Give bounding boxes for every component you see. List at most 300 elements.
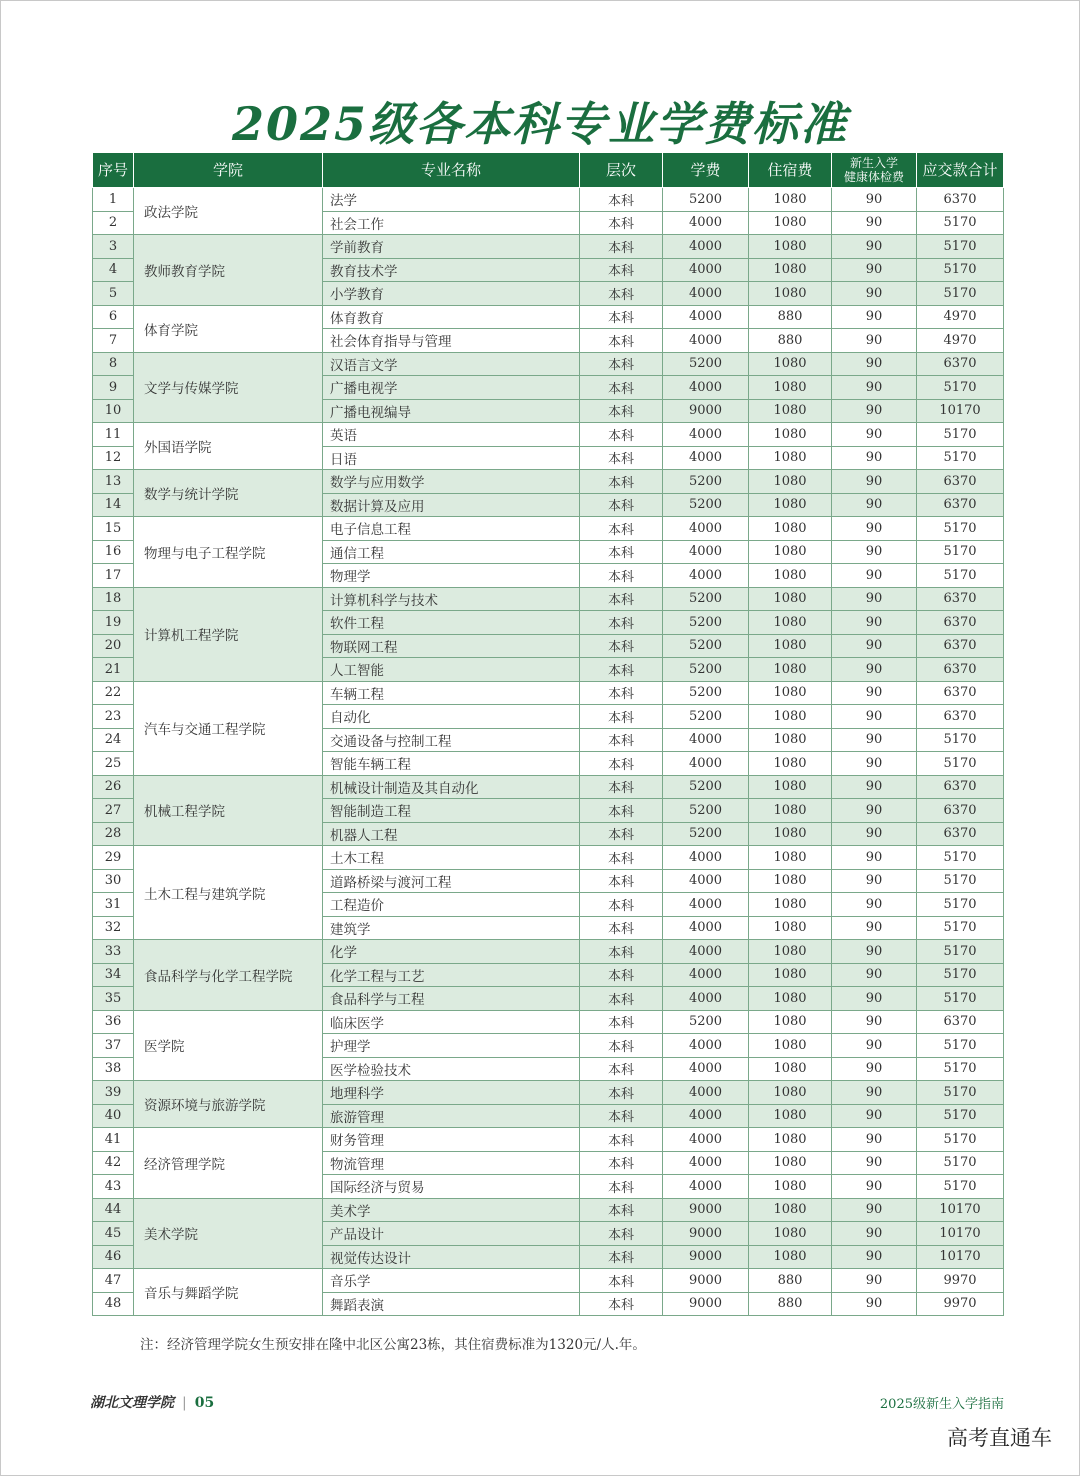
seq-cell: 39 bbox=[93, 1081, 134, 1105]
major-cell: 教育技术学 bbox=[323, 258, 580, 282]
college-cell: 医学院 bbox=[134, 1010, 323, 1081]
major-cell: 智能制造工程 bbox=[323, 799, 580, 823]
major-cell: 国际经济与贸易 bbox=[323, 1175, 580, 1199]
dorm-cell: 880 bbox=[749, 1292, 832, 1316]
tuition-cell: 4000 bbox=[663, 963, 749, 987]
dorm-cell: 1080 bbox=[749, 611, 832, 635]
level-cell: 本科 bbox=[580, 564, 663, 588]
college-cell: 体育学院 bbox=[134, 305, 323, 352]
table-row bbox=[93, 681, 1004, 705]
seq-cell: 48 bbox=[93, 1292, 134, 1316]
table-row bbox=[93, 846, 1004, 870]
total-cell: 5170 bbox=[917, 376, 1004, 400]
seq-cell: 27 bbox=[93, 799, 134, 823]
tuition-cell: 5200 bbox=[663, 587, 749, 611]
health-fee-cell: 90 bbox=[832, 658, 917, 682]
seq-cell: 24 bbox=[93, 728, 134, 752]
footnote: 注：经济管理学院女生预安排在隆中北区公寓23栋，其住宿费标准为1320元/人.年。 bbox=[140, 1337, 646, 1353]
major-cell: 人工智能 bbox=[323, 658, 580, 682]
table-row bbox=[93, 1010, 1004, 1034]
level-cell: 本科 bbox=[580, 846, 663, 870]
seq-cell: 5 bbox=[93, 282, 134, 306]
college-cell: 数学与统计学院 bbox=[134, 470, 323, 517]
health-fee-cell: 90 bbox=[832, 1034, 917, 1058]
major-cell: 地理科学 bbox=[323, 1081, 580, 1105]
tuition-cell: 4000 bbox=[663, 423, 749, 447]
health-fee-cell: 90 bbox=[832, 329, 917, 353]
seq-cell: 16 bbox=[93, 540, 134, 564]
dorm-cell: 1080 bbox=[749, 211, 832, 235]
dorm-cell: 1080 bbox=[749, 1034, 832, 1058]
seq-cell: 6 bbox=[93, 305, 134, 329]
health-fee-cell: 90 bbox=[832, 446, 917, 470]
major-cell: 智能车辆工程 bbox=[323, 752, 580, 776]
seq-cell: 47 bbox=[93, 1269, 134, 1293]
dorm-cell: 1080 bbox=[749, 1081, 832, 1105]
major-cell: 建筑学 bbox=[323, 916, 580, 940]
tuition-cell: 9000 bbox=[663, 1245, 749, 1269]
total-cell: 6370 bbox=[917, 611, 1004, 635]
tuition-cell: 4000 bbox=[663, 1151, 749, 1175]
table-row bbox=[93, 423, 1004, 447]
total-cell: 5170 bbox=[917, 1081, 1004, 1105]
level-cell: 本科 bbox=[580, 1222, 663, 1246]
major-cell: 机械设计制造及其自动化 bbox=[323, 775, 580, 799]
table-row bbox=[93, 305, 1004, 329]
college-cell: 文学与传媒学院 bbox=[134, 352, 323, 423]
seq-cell: 10 bbox=[93, 399, 134, 423]
total-cell: 5170 bbox=[917, 1034, 1004, 1058]
health-fee-cell: 90 bbox=[832, 1128, 917, 1152]
tuition-cell: 4000 bbox=[663, 1104, 749, 1128]
health-fee-cell: 90 bbox=[832, 916, 917, 940]
major-cell: 化学 bbox=[323, 940, 580, 964]
major-cell: 计算机科学与技术 bbox=[323, 587, 580, 611]
dorm-cell: 1080 bbox=[749, 282, 832, 306]
total-cell: 5170 bbox=[917, 963, 1004, 987]
dorm-cell: 1080 bbox=[749, 705, 832, 729]
major-cell: 自动化 bbox=[323, 705, 580, 729]
total-cell: 9970 bbox=[917, 1292, 1004, 1316]
health-fee-cell: 90 bbox=[832, 211, 917, 235]
table-row bbox=[93, 1269, 1004, 1293]
dorm-cell: 1080 bbox=[749, 564, 832, 588]
total-cell: 5170 bbox=[917, 423, 1004, 447]
dorm-cell: 1080 bbox=[749, 1175, 832, 1199]
tuition-cell: 4000 bbox=[663, 869, 749, 893]
dorm-cell: 1080 bbox=[749, 1222, 832, 1246]
tuition-cell: 4000 bbox=[663, 305, 749, 329]
tuition-cell: 4000 bbox=[663, 235, 749, 259]
health-fee-cell: 90 bbox=[832, 587, 917, 611]
total-cell: 6370 bbox=[917, 681, 1004, 705]
college-cell: 政法学院 bbox=[134, 188, 323, 235]
seq-cell: 34 bbox=[93, 963, 134, 987]
tuition-cell: 5200 bbox=[663, 705, 749, 729]
major-cell: 医学检验技术 bbox=[323, 1057, 580, 1081]
total-cell: 6370 bbox=[917, 822, 1004, 846]
total-cell: 5170 bbox=[917, 940, 1004, 964]
major-cell: 数据计算及应用 bbox=[323, 493, 580, 517]
seq-cell: 25 bbox=[93, 752, 134, 776]
level-cell: 本科 bbox=[580, 376, 663, 400]
total-cell: 5170 bbox=[917, 1057, 1004, 1081]
table-header-row bbox=[93, 153, 1004, 188]
health-fee-cell: 90 bbox=[832, 517, 917, 541]
footer-divider: | bbox=[182, 1395, 187, 1411]
total-cell: 5170 bbox=[917, 446, 1004, 470]
health-fee-cell: 90 bbox=[832, 564, 917, 588]
seq-cell: 1 bbox=[93, 188, 134, 212]
health-fee-cell: 90 bbox=[832, 1081, 917, 1105]
header-major: 专业名称 bbox=[323, 153, 580, 188]
dorm-cell: 1080 bbox=[749, 893, 832, 917]
header-tuition: 学费 bbox=[663, 153, 749, 188]
seq-cell: 28 bbox=[93, 822, 134, 846]
total-cell: 6370 bbox=[917, 634, 1004, 658]
total-cell: 6370 bbox=[917, 705, 1004, 729]
dorm-cell: 1080 bbox=[749, 1198, 832, 1222]
tuition-cell: 4000 bbox=[663, 258, 749, 282]
seq-cell: 19 bbox=[93, 611, 134, 635]
total-cell: 5170 bbox=[917, 1128, 1004, 1152]
tuition-cell: 4000 bbox=[663, 540, 749, 564]
dorm-cell: 1080 bbox=[749, 846, 832, 870]
college-cell: 外国语学院 bbox=[134, 423, 323, 470]
seq-cell: 36 bbox=[93, 1010, 134, 1034]
dorm-cell: 1080 bbox=[749, 681, 832, 705]
dorm-cell: 1080 bbox=[749, 1128, 832, 1152]
tuition-cell: 4000 bbox=[663, 1034, 749, 1058]
level-cell: 本科 bbox=[580, 282, 663, 306]
seq-cell: 15 bbox=[93, 517, 134, 541]
dorm-cell: 1080 bbox=[749, 963, 832, 987]
level-cell: 本科 bbox=[580, 352, 663, 376]
health-fee-cell: 90 bbox=[832, 822, 917, 846]
health-fee-cell: 90 bbox=[832, 188, 917, 212]
college-cell: 音乐与舞蹈学院 bbox=[134, 1269, 323, 1316]
major-cell: 机器人工程 bbox=[323, 822, 580, 846]
dorm-cell: 1080 bbox=[749, 799, 832, 823]
tuition-cell: 5200 bbox=[663, 681, 749, 705]
seq-cell: 21 bbox=[93, 658, 134, 682]
level-cell: 本科 bbox=[580, 1175, 663, 1199]
watermark: 高考直通车 bbox=[947, 1426, 1052, 1450]
level-cell: 本科 bbox=[580, 611, 663, 635]
major-cell: 土木工程 bbox=[323, 846, 580, 870]
health-fee-cell: 90 bbox=[832, 752, 917, 776]
total-cell: 5170 bbox=[917, 916, 1004, 940]
dorm-cell: 1080 bbox=[749, 634, 832, 658]
major-cell: 旅游管理 bbox=[323, 1104, 580, 1128]
header-total: 应交款合计 bbox=[917, 153, 1004, 188]
dorm-cell: 1080 bbox=[749, 775, 832, 799]
tuition-cell: 4000 bbox=[663, 211, 749, 235]
level-cell: 本科 bbox=[580, 799, 663, 823]
level-cell: 本科 bbox=[580, 1151, 663, 1175]
seq-cell: 23 bbox=[93, 705, 134, 729]
level-cell: 本科 bbox=[580, 399, 663, 423]
major-cell: 交通设备与控制工程 bbox=[323, 728, 580, 752]
total-cell: 10170 bbox=[917, 1222, 1004, 1246]
level-cell: 本科 bbox=[580, 1057, 663, 1081]
health-fee-cell: 90 bbox=[832, 282, 917, 306]
total-cell: 4970 bbox=[917, 329, 1004, 353]
table-row bbox=[93, 188, 1004, 212]
level-cell: 本科 bbox=[580, 1198, 663, 1222]
total-cell: 6370 bbox=[917, 775, 1004, 799]
table-row bbox=[93, 775, 1004, 799]
table-row bbox=[93, 470, 1004, 494]
level-cell: 本科 bbox=[580, 1292, 663, 1316]
total-cell: 5170 bbox=[917, 517, 1004, 541]
table-row bbox=[93, 940, 1004, 964]
level-cell: 本科 bbox=[580, 940, 663, 964]
college-cell: 物理与电子工程学院 bbox=[134, 517, 323, 588]
seq-cell: 2 bbox=[93, 211, 134, 235]
major-cell: 财务管理 bbox=[323, 1128, 580, 1152]
table-row bbox=[93, 517, 1004, 541]
health-fee-cell: 90 bbox=[832, 799, 917, 823]
level-cell: 本科 bbox=[580, 305, 663, 329]
level-cell: 本科 bbox=[580, 775, 663, 799]
dorm-cell: 1080 bbox=[749, 658, 832, 682]
seq-cell: 8 bbox=[93, 352, 134, 376]
dorm-cell: 1080 bbox=[749, 376, 832, 400]
tuition-cell: 4000 bbox=[663, 893, 749, 917]
major-cell: 法学 bbox=[323, 188, 580, 212]
level-cell: 本科 bbox=[580, 517, 663, 541]
header-dorm: 住宿费 bbox=[749, 153, 832, 188]
health-fee-cell: 90 bbox=[832, 540, 917, 564]
level-cell: 本科 bbox=[580, 1104, 663, 1128]
dorm-cell: 1080 bbox=[749, 188, 832, 212]
health-fee-cell: 90 bbox=[832, 705, 917, 729]
table-row bbox=[93, 587, 1004, 611]
seq-cell: 41 bbox=[93, 1128, 134, 1152]
health-fee-cell: 90 bbox=[832, 376, 917, 400]
tuition-cell: 5200 bbox=[663, 658, 749, 682]
dorm-cell: 1080 bbox=[749, 987, 832, 1011]
dorm-cell: 1080 bbox=[749, 1245, 832, 1269]
health-fee-cell: 90 bbox=[832, 775, 917, 799]
tuition-cell: 4000 bbox=[663, 282, 749, 306]
table-row bbox=[93, 235, 1004, 259]
tuition-cell: 5200 bbox=[663, 1010, 749, 1034]
health-fee-cell: 90 bbox=[832, 423, 917, 447]
tuition-cell: 4000 bbox=[663, 1057, 749, 1081]
dorm-cell: 1080 bbox=[749, 352, 832, 376]
dorm-cell: 880 bbox=[749, 329, 832, 353]
health-fee-cell: 90 bbox=[832, 1151, 917, 1175]
total-cell: 6370 bbox=[917, 658, 1004, 682]
header-seq: 序号 bbox=[93, 153, 134, 188]
major-cell: 日语 bbox=[323, 446, 580, 470]
college-cell: 汽车与交通工程学院 bbox=[134, 681, 323, 775]
level-cell: 本科 bbox=[580, 211, 663, 235]
major-cell: 广播电视学 bbox=[323, 376, 580, 400]
tuition-cell: 4000 bbox=[663, 1175, 749, 1199]
major-cell: 体育教育 bbox=[323, 305, 580, 329]
college-cell: 教师教育学院 bbox=[134, 235, 323, 306]
total-cell: 5170 bbox=[917, 211, 1004, 235]
health-fee-cell: 90 bbox=[832, 1269, 917, 1293]
total-cell: 5170 bbox=[917, 258, 1004, 282]
major-cell: 广播电视编导 bbox=[323, 399, 580, 423]
seq-cell: 9 bbox=[93, 376, 134, 400]
dorm-cell: 1080 bbox=[749, 399, 832, 423]
tuition-cell: 5200 bbox=[663, 188, 749, 212]
level-cell: 本科 bbox=[580, 1128, 663, 1152]
seq-cell: 46 bbox=[93, 1245, 134, 1269]
health-fee-cell: 90 bbox=[832, 940, 917, 964]
health-fee-cell: 90 bbox=[832, 1222, 917, 1246]
dorm-cell: 880 bbox=[749, 1269, 832, 1293]
seq-cell: 14 bbox=[93, 493, 134, 517]
health-fee-cell: 90 bbox=[832, 1198, 917, 1222]
health-fee-cell: 90 bbox=[832, 399, 917, 423]
total-cell: 10170 bbox=[917, 1198, 1004, 1222]
tuition-cell: 4000 bbox=[663, 1128, 749, 1152]
major-cell: 食品科学与工程 bbox=[323, 987, 580, 1011]
major-cell: 物理学 bbox=[323, 564, 580, 588]
health-fee-cell: 90 bbox=[832, 470, 917, 494]
level-cell: 本科 bbox=[580, 188, 663, 212]
dorm-cell: 1080 bbox=[749, 752, 832, 776]
major-cell: 汉语言文学 bbox=[323, 352, 580, 376]
major-cell: 数学与应用数学 bbox=[323, 470, 580, 494]
tuition-cell: 5200 bbox=[663, 611, 749, 635]
health-fee-cell: 90 bbox=[832, 846, 917, 870]
total-cell: 5170 bbox=[917, 564, 1004, 588]
total-cell: 5170 bbox=[917, 752, 1004, 776]
total-cell: 5170 bbox=[917, 540, 1004, 564]
tuition-cell: 4000 bbox=[663, 728, 749, 752]
level-cell: 本科 bbox=[580, 658, 663, 682]
seq-cell: 22 bbox=[93, 681, 134, 705]
level-cell: 本科 bbox=[580, 1010, 663, 1034]
table-row bbox=[93, 1198, 1004, 1222]
dorm-cell: 1080 bbox=[749, 235, 832, 259]
seq-cell: 33 bbox=[93, 940, 134, 964]
tuition-cell: 9000 bbox=[663, 1222, 749, 1246]
seq-cell: 40 bbox=[93, 1104, 134, 1128]
dorm-cell: 1080 bbox=[749, 1104, 832, 1128]
tuition-cell: 5200 bbox=[663, 493, 749, 517]
footer-guide-title: 2025级新生入学指南 bbox=[879, 1397, 1004, 1412]
dorm-cell: 1080 bbox=[749, 493, 832, 517]
dorm-cell: 1080 bbox=[749, 423, 832, 447]
total-cell: 10170 bbox=[917, 1245, 1004, 1269]
level-cell: 本科 bbox=[580, 1034, 663, 1058]
dorm-cell: 1080 bbox=[749, 1057, 832, 1081]
level-cell: 本科 bbox=[580, 705, 663, 729]
major-cell: 物联网工程 bbox=[323, 634, 580, 658]
college-cell: 机械工程学院 bbox=[134, 775, 323, 846]
tuition-cell: 9000 bbox=[663, 399, 749, 423]
health-fee-cell: 90 bbox=[832, 493, 917, 517]
seq-cell: 32 bbox=[93, 916, 134, 940]
level-cell: 本科 bbox=[580, 869, 663, 893]
table-row bbox=[93, 352, 1004, 376]
seq-cell: 3 bbox=[93, 235, 134, 259]
tuition-cell: 4000 bbox=[663, 376, 749, 400]
level-cell: 本科 bbox=[580, 916, 663, 940]
level-cell: 本科 bbox=[580, 822, 663, 846]
tuition-cell: 5200 bbox=[663, 470, 749, 494]
tuition-cell: 5200 bbox=[663, 822, 749, 846]
level-cell: 本科 bbox=[580, 258, 663, 282]
tuition-cell: 5200 bbox=[663, 352, 749, 376]
major-cell: 小学教育 bbox=[323, 282, 580, 306]
health-fee-cell: 90 bbox=[832, 352, 917, 376]
college-cell: 经济管理学院 bbox=[134, 1128, 323, 1199]
tuition-cell: 4000 bbox=[663, 1081, 749, 1105]
level-cell: 本科 bbox=[580, 329, 663, 353]
level-cell: 本科 bbox=[580, 587, 663, 611]
level-cell: 本科 bbox=[580, 1245, 663, 1269]
total-cell: 5170 bbox=[917, 869, 1004, 893]
major-cell: 社会体育指导与管理 bbox=[323, 329, 580, 353]
level-cell: 本科 bbox=[580, 987, 663, 1011]
college-cell: 土木工程与建筑学院 bbox=[134, 846, 323, 940]
health-fee-cell: 90 bbox=[832, 305, 917, 329]
major-cell: 电子信息工程 bbox=[323, 517, 580, 541]
tuition-cell: 4000 bbox=[663, 517, 749, 541]
total-cell: 5170 bbox=[917, 987, 1004, 1011]
total-cell: 9970 bbox=[917, 1269, 1004, 1293]
tuition-cell: 4000 bbox=[663, 446, 749, 470]
major-cell: 社会工作 bbox=[323, 211, 580, 235]
health-fee-cell: 90 bbox=[832, 1057, 917, 1081]
health-fee-cell: 90 bbox=[832, 869, 917, 893]
total-cell: 5170 bbox=[917, 1175, 1004, 1199]
level-cell: 本科 bbox=[580, 752, 663, 776]
major-cell: 视觉传达设计 bbox=[323, 1245, 580, 1269]
footer-left bbox=[90, 1392, 214, 1412]
tuition-cell: 4000 bbox=[663, 940, 749, 964]
tuition-cell: 5200 bbox=[663, 634, 749, 658]
dorm-cell: 1080 bbox=[749, 517, 832, 541]
level-cell: 本科 bbox=[580, 1269, 663, 1293]
header-health-fee bbox=[832, 153, 917, 188]
seq-cell: 42 bbox=[93, 1151, 134, 1175]
seq-cell: 30 bbox=[93, 869, 134, 893]
college-cell: 资源环境与旅游学院 bbox=[134, 1081, 323, 1128]
table-row bbox=[93, 1081, 1004, 1105]
seq-cell: 35 bbox=[93, 987, 134, 1011]
health-fee-cell: 90 bbox=[832, 1175, 917, 1199]
level-cell: 本科 bbox=[580, 634, 663, 658]
seq-cell: 38 bbox=[93, 1057, 134, 1081]
tuition-cell: 9000 bbox=[663, 1198, 749, 1222]
health-fee-cell: 90 bbox=[832, 1292, 917, 1316]
major-cell: 车辆工程 bbox=[323, 681, 580, 705]
fee-table-body bbox=[93, 188, 1004, 1316]
major-cell: 英语 bbox=[323, 423, 580, 447]
health-fee-cell: 90 bbox=[832, 258, 917, 282]
health-fee-cell: 90 bbox=[832, 987, 917, 1011]
health-fee-cell: 90 bbox=[832, 681, 917, 705]
major-cell: 学前教育 bbox=[323, 235, 580, 259]
level-cell: 本科 bbox=[580, 423, 663, 447]
total-cell: 6370 bbox=[917, 493, 1004, 517]
total-cell: 5170 bbox=[917, 728, 1004, 752]
tuition-cell: 4000 bbox=[663, 752, 749, 776]
seq-cell: 13 bbox=[93, 470, 134, 494]
major-cell: 化学工程与工艺 bbox=[323, 963, 580, 987]
total-cell: 6370 bbox=[917, 188, 1004, 212]
